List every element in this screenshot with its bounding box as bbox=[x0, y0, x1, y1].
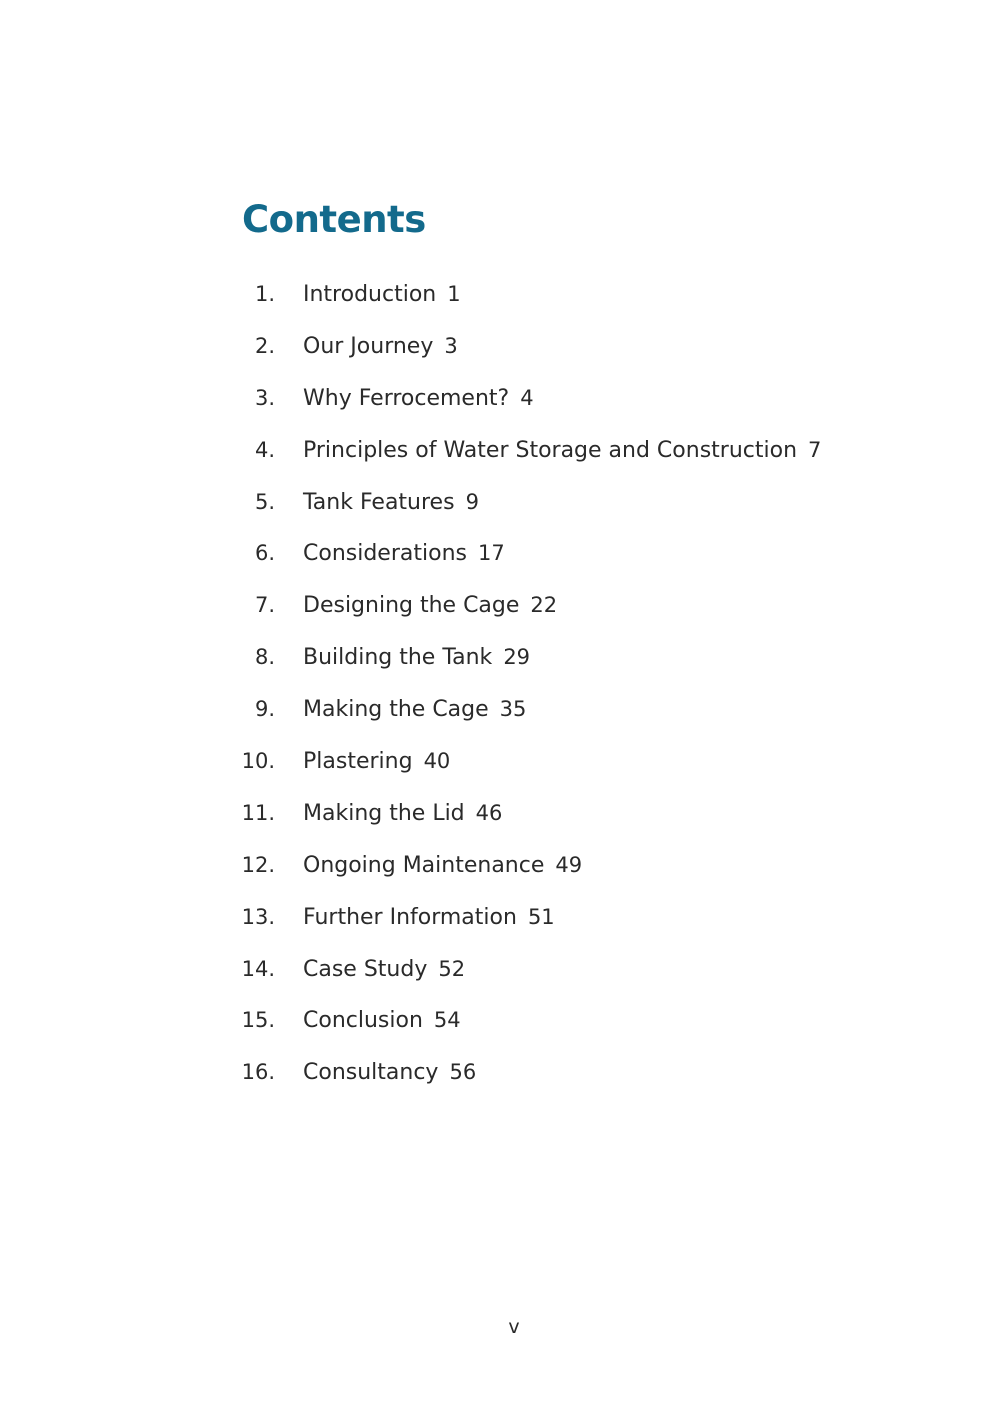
toc-number: 15. bbox=[241, 1008, 275, 1033]
toc-entry[interactable] bbox=[303, 1002, 461, 1039]
toc-page: 3 bbox=[444, 333, 458, 358]
toc-title: Further Information bbox=[303, 904, 517, 930]
toc-title: Considerations bbox=[303, 541, 467, 567]
toc-entry[interactable] bbox=[303, 276, 461, 313]
toc-number: 4. bbox=[254, 437, 275, 462]
toc-page: 7 bbox=[808, 437, 822, 462]
toc-page: 54 bbox=[433, 1008, 461, 1033]
toc-number: 10. bbox=[241, 749, 275, 774]
toc-title: Plastering bbox=[303, 749, 413, 775]
toc-row[interactable] bbox=[0, 1046, 1000, 1098]
toc-entry[interactable] bbox=[303, 899, 555, 936]
toc-entry[interactable] bbox=[303, 432, 821, 469]
toc-number: 16. bbox=[241, 1060, 275, 1085]
toc-page: 35 bbox=[499, 697, 527, 722]
toc-title: Why Ferrocement? bbox=[303, 385, 510, 411]
toc-row[interactable] bbox=[0, 683, 1000, 735]
toc-page: 46 bbox=[475, 800, 503, 825]
toc-title: Introduction bbox=[303, 282, 437, 307]
toc-row[interactable] bbox=[0, 476, 1000, 528]
toc-title: Designing the Cage bbox=[303, 593, 520, 619]
toc-number: 1. bbox=[254, 282, 275, 306]
toc-page: 17 bbox=[477, 541, 505, 566]
page-title: Contents bbox=[242, 198, 426, 241]
toc-number: 7. bbox=[254, 593, 275, 618]
toc-row[interactable] bbox=[0, 735, 1000, 787]
toc-row[interactable] bbox=[0, 579, 1000, 631]
toc-page: 40 bbox=[423, 749, 451, 774]
toc-title: Making the Cage bbox=[303, 697, 489, 723]
toc-number: 6. bbox=[254, 541, 275, 566]
toc-entry[interactable] bbox=[303, 691, 526, 728]
toc-row[interactable] bbox=[0, 891, 1000, 943]
toc-entry[interactable] bbox=[303, 639, 530, 676]
toc-number: 13. bbox=[241, 904, 275, 929]
toc-row[interactable] bbox=[0, 320, 1000, 372]
toc-title: Making the Lid bbox=[303, 800, 465, 826]
toc-entry[interactable] bbox=[303, 743, 450, 780]
toc-entry[interactable] bbox=[303, 484, 479, 521]
toc-title: Case Study bbox=[303, 956, 428, 982]
page-number: v bbox=[508, 1316, 520, 1338]
toc-row[interactable] bbox=[0, 372, 1000, 424]
toc-entry[interactable] bbox=[303, 328, 458, 365]
toc-page: 56 bbox=[449, 1060, 477, 1085]
toc-row[interactable] bbox=[0, 631, 1000, 683]
toc-page: 49 bbox=[555, 852, 583, 877]
toc-row[interactable] bbox=[0, 943, 1000, 995]
toc-row[interactable] bbox=[0, 787, 1000, 839]
toc-number: 14. bbox=[241, 956, 275, 981]
toc-number: 12. bbox=[241, 852, 275, 877]
toc-page: 29 bbox=[503, 645, 531, 670]
toc-title: Consultancy bbox=[303, 1060, 439, 1086]
table-of-contents bbox=[0, 268, 1000, 1098]
toc-title: Principles of Water Storage and Construction bbox=[303, 437, 798, 463]
toc-row[interactable] bbox=[0, 527, 1000, 579]
toc-entry[interactable] bbox=[303, 380, 534, 417]
toc-entry[interactable] bbox=[303, 847, 582, 884]
toc-row[interactable] bbox=[0, 994, 1000, 1046]
toc-row[interactable] bbox=[0, 839, 1000, 891]
toc-entry[interactable] bbox=[303, 951, 465, 988]
toc-page: 4 bbox=[520, 385, 534, 410]
toc-page: 51 bbox=[527, 904, 555, 929]
toc-number: 5. bbox=[254, 489, 275, 514]
toc-title: Tank Features bbox=[303, 489, 455, 515]
toc-page: 22 bbox=[530, 593, 558, 618]
toc-page: 52 bbox=[438, 956, 466, 981]
toc-page: 9 bbox=[465, 489, 479, 514]
toc-entry[interactable] bbox=[303, 535, 505, 572]
toc-entry[interactable] bbox=[303, 587, 557, 624]
toc-number: 3. bbox=[254, 385, 275, 410]
toc-entry[interactable] bbox=[303, 795, 502, 832]
toc-number: 11. bbox=[241, 800, 275, 825]
toc-number: 8. bbox=[254, 645, 275, 670]
toc-number: 9. bbox=[254, 697, 275, 722]
toc-page: 1 bbox=[447, 282, 461, 306]
toc-entry[interactable] bbox=[303, 1054, 476, 1091]
toc-number: 2. bbox=[254, 333, 275, 358]
toc-title: Building the Tank bbox=[303, 645, 493, 671]
toc-row[interactable] bbox=[0, 424, 1000, 476]
toc-title: Conclusion bbox=[303, 1008, 423, 1034]
toc-title: Ongoing Maintenance bbox=[303, 852, 545, 878]
toc-row[interactable] bbox=[0, 268, 1000, 320]
toc-title: Our Journey bbox=[303, 333, 434, 359]
